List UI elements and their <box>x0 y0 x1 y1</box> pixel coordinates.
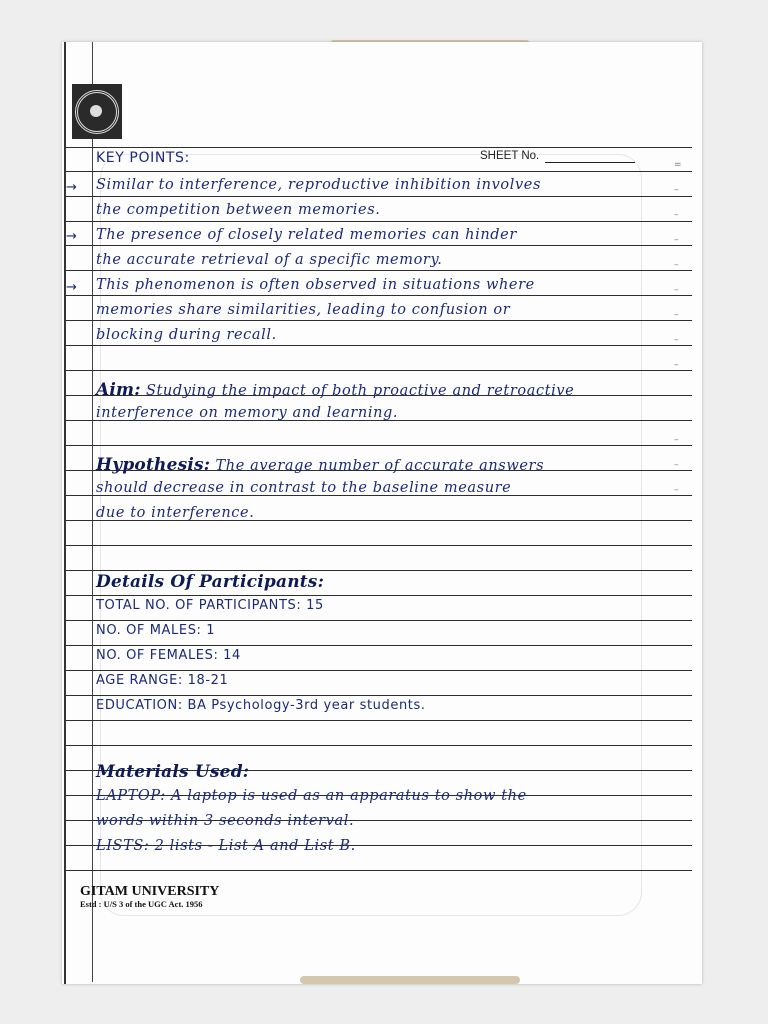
key-point-line: Similar to interference, reproductive inhibition involves <box>96 177 541 193</box>
materials-lists-line: LISTS: 2 lists - List A and List B. <box>96 838 356 854</box>
ruled-line <box>66 545 692 546</box>
edge-tick: – <box>674 260 679 270</box>
ruled-line <box>66 370 692 371</box>
key-points-heading: KEY POINTS: <box>96 150 190 166</box>
ruled-line <box>66 245 692 246</box>
edge-tick: – <box>674 235 679 245</box>
ruled-line <box>66 221 692 222</box>
ruled-line <box>66 645 692 646</box>
edge-tick: – <box>674 460 679 470</box>
hypothesis-heading: Hypothesis: <box>96 455 211 475</box>
aim-text: Studying the impact of both proactive and retroactive <box>145 383 575 399</box>
participants-females: NO. OF FEMALES: 14 <box>96 648 241 663</box>
ruled-line <box>66 870 692 871</box>
ruled-line <box>66 147 692 148</box>
ruled-line <box>66 720 692 721</box>
key-point-line: memories share similarities, leading to confusion or <box>96 302 511 318</box>
ruled-line <box>66 270 692 271</box>
participants-age-range: AGE RANGE: 18-21 <box>96 673 229 688</box>
edge-tick: – <box>674 310 679 320</box>
edge-tick: – <box>674 185 679 195</box>
ruled-line <box>66 695 692 696</box>
materials-laptop-line-1: LAPTOP: A laptop is used as an apparatus to show the <box>96 788 527 804</box>
hypothesis-line-2: should decrease in contrast to the baseline measure <box>96 480 512 496</box>
bullet-arrow-icon: → <box>66 229 77 244</box>
edge-tick: – <box>674 435 679 445</box>
ruled-line <box>66 345 692 346</box>
ruled-line <box>66 570 692 571</box>
hypothesis-line-3: due to interference. <box>96 505 255 521</box>
tape-strip-bottom <box>300 976 520 984</box>
ruled-line <box>66 745 692 746</box>
bullet-arrow-icon: → <box>66 180 77 195</box>
participants-education: EDUCATION: BA Psychology-3rd year students. <box>96 698 426 713</box>
edge-tick: – <box>674 285 679 295</box>
hypothesis-text: The average number of accurate answers <box>215 458 545 474</box>
aim-heading: Aim: <box>96 380 141 400</box>
ruled-line <box>66 670 692 671</box>
key-point-line: the competition between memories. <box>96 202 381 218</box>
ruled-line <box>66 295 692 296</box>
materials-laptop-line-2: words within 3 seconds interval. <box>96 813 355 829</box>
edge-tick: – <box>674 210 679 220</box>
ruled-line <box>66 620 692 621</box>
key-point-line: blocking during recall. <box>96 327 277 343</box>
ruled-line <box>66 196 692 197</box>
ruled-line <box>66 320 692 321</box>
ruled-line <box>66 595 692 596</box>
participants-total: TOTAL NO. OF PARTICIPANTS: 15 <box>96 598 324 613</box>
key-point-line: The presence of closely related memories can hinder <box>96 227 517 243</box>
edge-tick: = <box>674 160 682 170</box>
materials-heading: Materials Used: <box>96 762 250 782</box>
gitam-seal-icon <box>72 84 122 139</box>
sheet-number-label: SHEET No. <box>480 150 540 162</box>
key-point-line: the accurate retrieval of a specific memory. <box>96 252 443 268</box>
bullet-arrow-icon: → <box>66 280 77 295</box>
key-point-line: This phenomenon is often observed in situations where <box>96 277 535 293</box>
edge-tick: – <box>674 485 679 495</box>
margin-line-inner <box>92 42 93 982</box>
edge-tick: – <box>674 360 679 370</box>
participants-males: NO. OF MALES: 1 <box>96 623 216 638</box>
hypothesis-line-1 <box>96 455 671 475</box>
seal-emblem <box>75 90 119 134</box>
ruled-line <box>66 445 692 446</box>
aim-line-1 <box>96 380 671 400</box>
university-established: Estd : U/S 3 of the UGC Act. 1956 <box>80 899 203 909</box>
aim-line-2: interference on memory and learning. <box>96 405 399 421</box>
university-name: GITAM UNIVERSITY <box>80 884 220 899</box>
edge-tick: – <box>674 335 679 345</box>
ruled-line <box>66 171 692 172</box>
participants-heading: Details Of Participants: <box>96 572 325 592</box>
